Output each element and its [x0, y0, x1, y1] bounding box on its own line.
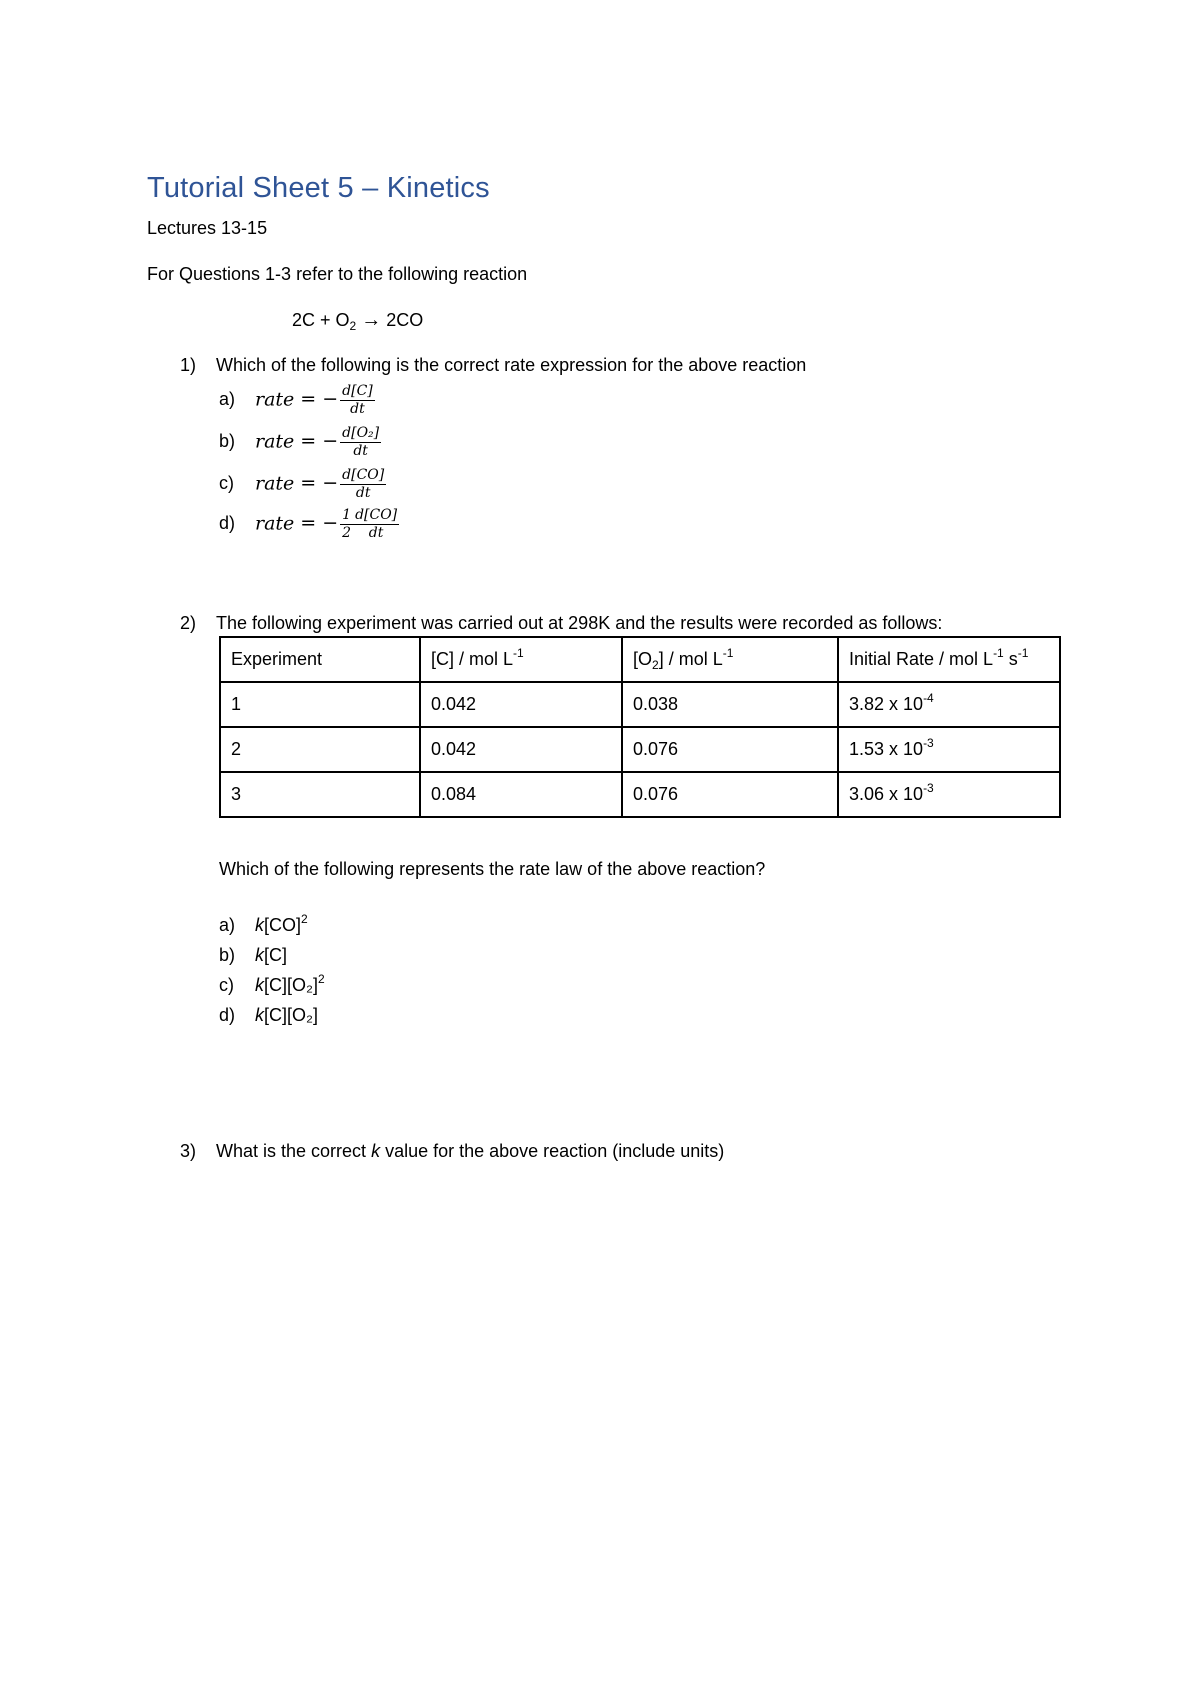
rate-law-terms: [C][O₂]	[264, 1005, 318, 1025]
derivative-fraction: $\frac{d[C]}{dt}$	[342, 383, 373, 417]
k-symbol: k	[371, 1141, 381, 1161]
cell-experiment: 2	[220, 727, 420, 772]
table-row	[220, 682, 1060, 727]
cell-rate: 1.53 x $10^{-3}$	[838, 727, 1060, 772]
header-initial-rate: Initial Rate / mol $L^{-1}$ $s^{-1}$	[838, 637, 1060, 682]
rate-law-exponent: 2	[318, 972, 325, 986]
rate-law-terms: [C]	[264, 945, 288, 965]
minus-sign: −	[322, 430, 339, 453]
option-letter: b)	[219, 431, 236, 452]
option-letter: c)	[219, 975, 234, 995]
answer-option	[219, 383, 375, 418]
option-letter: b)	[219, 945, 236, 965]
option-letter: a)	[219, 915, 236, 935]
option-letter: c)	[219, 473, 234, 494]
question-text: What is the correct	[216, 1141, 372, 1161]
answer-option	[219, 972, 325, 996]
question-number: 1)	[180, 355, 197, 375]
header-experiment: Experiment	[220, 637, 420, 682]
k-symbol: k	[255, 945, 264, 965]
k-symbol: k	[255, 1005, 264, 1025]
option-letter: d)	[219, 513, 236, 534]
header-o2-concentration: $[O_2]$ / mol $L^{-1}$	[622, 637, 838, 682]
option-letter: d)	[219, 1005, 236, 1025]
intro-text: For Questions 1-3 refer to the following reaction	[147, 264, 528, 284]
table-header-row	[220, 637, 1060, 682]
cell-rate: 3.06 x $10^{-3}$	[838, 772, 1060, 817]
answer-option	[219, 507, 399, 542]
question-3	[180, 1141, 724, 1162]
rate-symbol: rate	[255, 388, 295, 411]
answer-option	[219, 425, 381, 460]
k-symbol: k	[255, 915, 264, 935]
rate-law-question: Which of the following represents the rate law of the above reaction?	[219, 859, 766, 879]
table-row	[220, 772, 1060, 817]
equals-sign: =	[300, 472, 317, 495]
cell-c: 0.042	[420, 727, 622, 772]
rate-law-terms: [C][O₂]	[264, 975, 318, 995]
option-letter: a)	[219, 389, 236, 410]
derivative-fraction: $\frac{\text{d[O₂]}}{dt}$	[342, 425, 380, 459]
answer-option	[219, 945, 287, 966]
cell-experiment: 3	[220, 772, 420, 817]
answer-option	[219, 912, 308, 936]
equals-sign: =	[300, 388, 317, 411]
cell-c: 0.084	[420, 772, 622, 817]
reaction-o2-subscript: 2	[349, 319, 357, 333]
cell-o2: 0.038	[622, 682, 838, 727]
question-number: 2)	[180, 613, 197, 633]
question-text: The following experiment was carried out at 298K and the results were recorded as follows:	[216, 613, 943, 633]
cell-rate: 3.82 x $10^{-4}$	[838, 682, 1060, 727]
question-text: Which of the following is the correct rate expression for the above reaction	[216, 355, 807, 375]
reaction-lhs: 2C + O	[292, 310, 350, 330]
question-number: 3)	[180, 1141, 197, 1161]
page-title: Tutorial Sheet 5 – Kinetics	[147, 172, 490, 204]
cell-o2: 0.076	[622, 727, 838, 772]
equals-sign: =	[300, 430, 317, 453]
rate-symbol: rate	[255, 472, 295, 495]
rate-symbol: rate	[255, 512, 295, 535]
coefficient-fraction: $\frac{1}{2}$	[342, 507, 352, 541]
minus-sign: −	[322, 472, 339, 495]
derivative-fraction: $\frac{d[CO]}{dt}$	[342, 467, 385, 501]
equals-sign: =	[300, 512, 317, 535]
cell-c: 0.042	[420, 682, 622, 727]
table-row	[220, 727, 1060, 772]
reaction-rhs: 2CO	[386, 310, 424, 330]
k-symbol: k	[255, 975, 264, 995]
cell-experiment: 1	[220, 682, 420, 727]
question-text-end: value for the above reaction (include units)	[380, 1141, 725, 1161]
experiment-table	[219, 636, 1061, 818]
answer-option	[219, 1005, 318, 1026]
reaction-arrow: →	[361, 309, 382, 331]
answer-option	[219, 467, 386, 502]
minus-sign: −	[322, 388, 339, 411]
rate-law-exponent: 2	[301, 912, 308, 926]
cell-o2: 0.076	[622, 772, 838, 817]
question-2	[180, 613, 942, 634]
lecture-range: Lectures 13-15	[147, 218, 268, 238]
minus-sign: −	[322, 512, 339, 535]
question-1	[180, 355, 806, 376]
header-c-concentration: [C] / mol $L^{-1}$	[420, 637, 622, 682]
rate-law-terms: [CO]	[264, 915, 302, 935]
reaction-equation	[292, 309, 423, 332]
rate-symbol: rate	[255, 430, 295, 453]
derivative-fraction: $\frac{d[CO]}{dt}$	[355, 507, 398, 541]
